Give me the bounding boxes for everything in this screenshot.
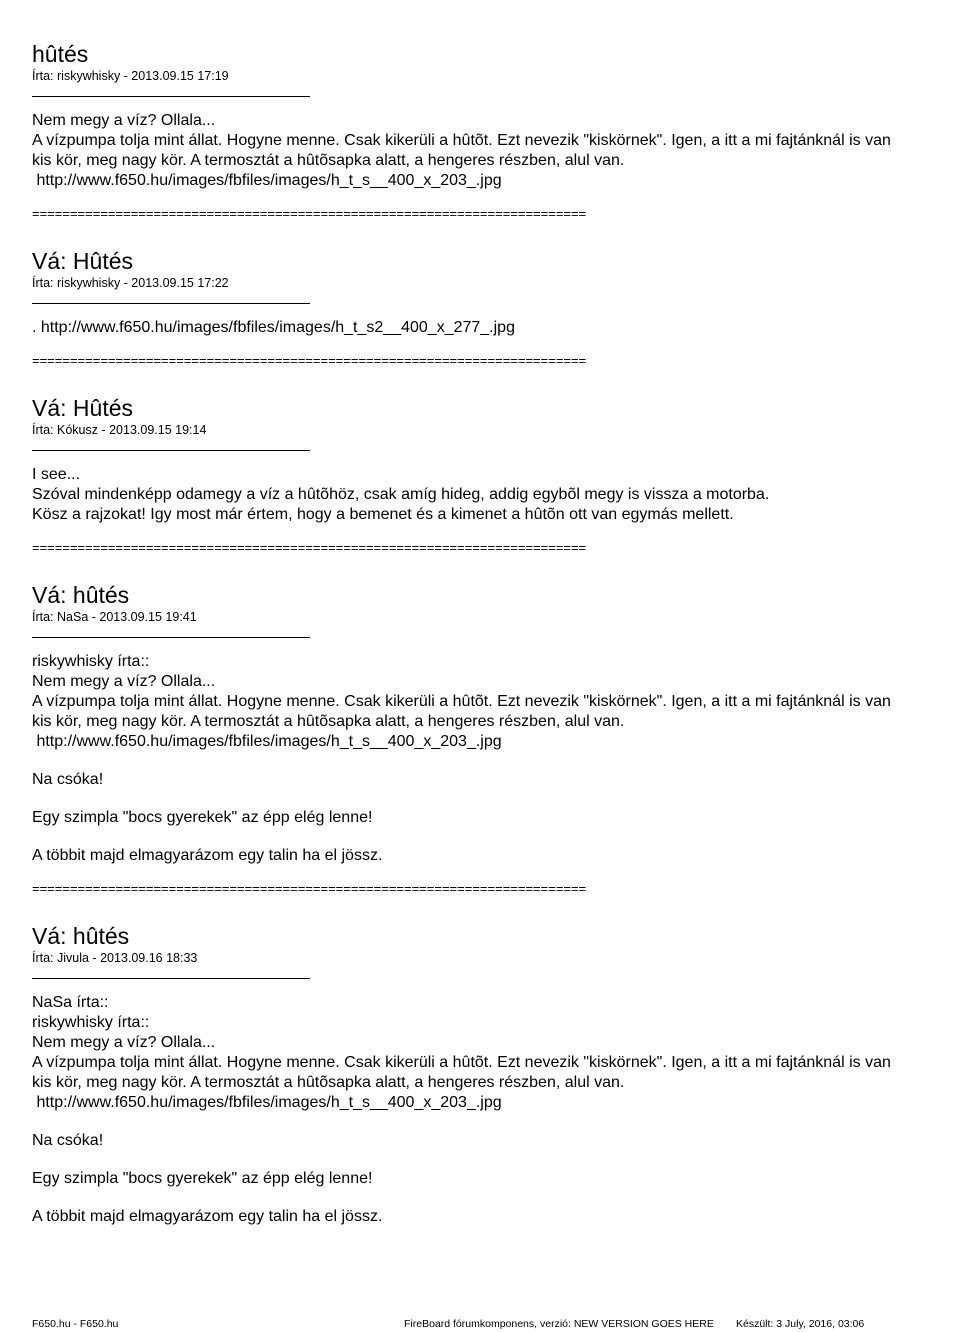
- post-text-line: http://www.f650.hu/images/fbfiles/images/h_t_s__400_x_203_.jpg: [32, 733, 502, 750]
- blank-line: [32, 1151, 942, 1169]
- post-text-line: kis kör, meg nagy kör. A termosztát a hûtõsapka alatt, a hengeres részben, alul van.: [32, 152, 625, 169]
- post-text-line: A vízpumpa tolja mint állat. Hogyne menne. Csak kikerüli a hûtõt. Ezt nevezik "kiskörnek". Igen, a itt a mi fajtánknál is van: [32, 1054, 891, 1071]
- post-text-line: . http://www.f650.hu/images/fbfiles/images/h_t_s2__400_x_277_.jpg: [32, 319, 515, 336]
- post-text-line: Na csóka!: [32, 1132, 104, 1149]
- post-text-line: A vízpumpa tolja mint állat. Hogyne menne. Csak kikerüli a hûtõt. Ezt nevezik "kiskörnek". Igen, a itt a mi fajtánknál is van: [32, 693, 891, 710]
- post-author-date: Írta: riskywhisky - 2013.09.15 17:19: [32, 69, 229, 83]
- post-text-line: kis kör, meg nagy kör. A termosztát a hûtõsapka alatt, a hengeres részben, alul van.: [32, 1074, 625, 1091]
- footer-generator: FireBoard fórumkomponens, verzió: NEW VERSION GOES HERE: [404, 1318, 714, 1330]
- post-text-line: kis kör, meg nagy kör. A termosztát a hûtõsapka alatt, a hengeres részben, alul van.: [32, 713, 625, 730]
- divider-line: [32, 450, 310, 451]
- post-separator: =========================================================================: [32, 540, 587, 555]
- post-text-line: NaSa írta::: [32, 994, 109, 1011]
- post-text-line: http://www.f650.hu/images/fbfiles/images/h_t_s__400_x_203_.jpg: [32, 1094, 502, 1111]
- post-body: [32, 111, 942, 191]
- post-title: Vá: Hûtés: [32, 395, 133, 421]
- divider-line: [32, 303, 310, 304]
- post-separator: =========================================================================: [32, 206, 587, 221]
- post-text-line: Nem megy a víz? Ollala...: [32, 673, 216, 690]
- post-body: [32, 652, 942, 866]
- forum-post: [32, 247, 942, 370]
- post-text-line: Na csóka!: [32, 771, 104, 788]
- forum-post: [32, 922, 942, 1227]
- post-text-line: Egy szimpla "bocs gyerekek" az épp elég lenne!: [32, 809, 373, 826]
- post-text-line: A vízpumpa tolja mint állat. Hogyne menne. Csak kikerüli a hûtõt. Ezt nevezik "kiskörnek". Igen, a itt a mi fajtánknál is van: [32, 132, 891, 149]
- post-text-line: Kösz a rajzokat! Igy most már értem, hogy a bemenet és a kimenet a hûtõn ott van egymás mellett.: [32, 506, 734, 523]
- divider-line: [32, 96, 310, 97]
- forum-post: [32, 581, 942, 898]
- post-text-line: Nem megy a víz? Ollala...: [32, 1034, 216, 1051]
- footer-timestamp: Készült: 3 July, 2016, 03:06: [736, 1318, 865, 1330]
- post-author-date: Írta: NaSa - 2013.09.15 19:41: [32, 610, 197, 624]
- post-text-line: http://www.f650.hu/images/fbfiles/images/h_t_s__400_x_203_.jpg: [32, 172, 502, 189]
- post-body: [32, 318, 942, 338]
- post-author-date: Írta: riskywhisky - 2013.09.15 17:22: [32, 276, 229, 290]
- footer-site: F650.hu - F650.hu: [32, 1318, 119, 1330]
- divider-line: [32, 978, 310, 979]
- post-text-line: Szóval mindenképp odamegy a víz a hûtõhöz, csak amíg hideg, addig egybõl megy is vissza a motorba.: [32, 486, 770, 503]
- post-body: [32, 993, 942, 1227]
- post-author-date: Írta: Kókusz - 2013.09.15 19:14: [32, 423, 207, 437]
- blank-line: [32, 752, 942, 770]
- blank-line: [32, 1189, 942, 1207]
- post-separator: =========================================================================: [32, 353, 587, 368]
- post-text-line: riskywhisky írta::: [32, 1014, 150, 1031]
- post-title: Vá: hûtés: [32, 923, 130, 949]
- blank-line: [32, 828, 942, 846]
- page-footer: [32, 1318, 946, 1331]
- post-title: Vá: hûtés: [32, 582, 130, 608]
- post-author-date: Írta: Jivula - 2013.09.16 18:33: [32, 951, 198, 965]
- post-separator: =========================================================================: [32, 881, 587, 896]
- forum-thread: [32, 40, 942, 1227]
- blank-line: [32, 1113, 942, 1131]
- forum-post: [32, 394, 942, 557]
- post-title: Vá: Hûtés: [32, 248, 133, 274]
- post-text-line: A többit majd elmagyarázom egy talin ha el jössz.: [32, 847, 383, 864]
- post-text-line: Nem megy a víz? Ollala...: [32, 112, 216, 129]
- post-body: [32, 465, 942, 525]
- post-text-line: I see...: [32, 466, 81, 483]
- forum-post: [32, 40, 942, 223]
- blank-line: [32, 790, 942, 808]
- post-text-line: A többit majd elmagyarázom egy talin ha el jössz.: [32, 1208, 383, 1225]
- post-text-line: Egy szimpla "bocs gyerekek" az épp elég lenne!: [32, 1170, 373, 1187]
- post-text-line: riskywhisky írta::: [32, 653, 150, 670]
- post-title: hûtés: [32, 41, 89, 67]
- divider-line: [32, 637, 310, 638]
